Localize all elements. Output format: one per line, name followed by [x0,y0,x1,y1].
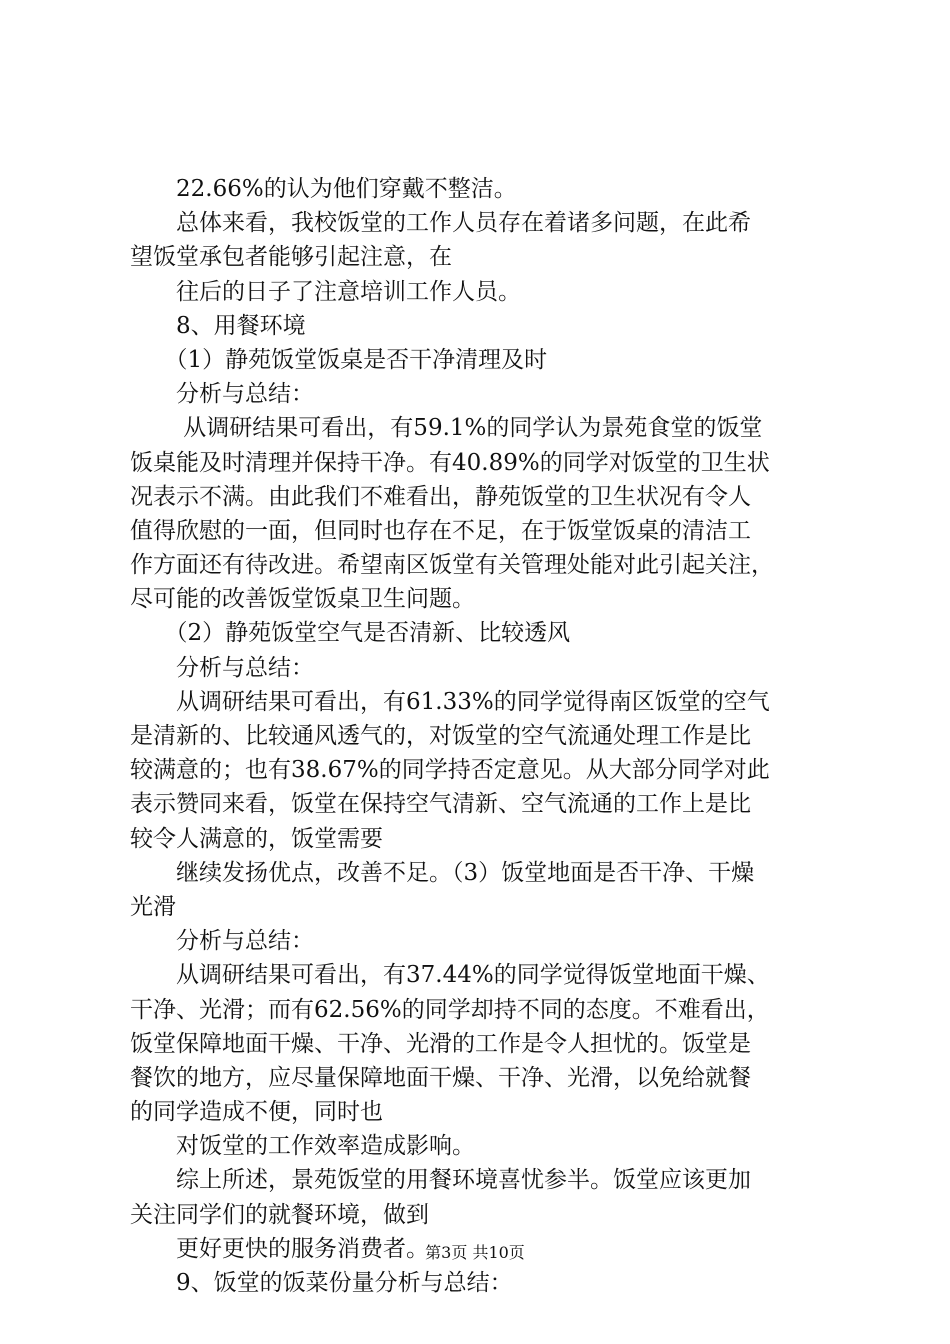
text-line: 光滑 [130,893,176,920]
text-line: 关注同学们的就餐环境，做到 [130,1201,429,1228]
text-line: 继续发扬优点，改善不足。（3）饭堂地面是否干净、干燥 [130,859,755,886]
text-line: 表示赞同来看，饭堂在保持空气清新、空气流通的工作上是比 [130,791,751,818]
text-line: 往后的日子了注意培训工作人员。 [130,278,521,305]
text-line: 饭堂保障地面干燥、干净、光滑的工作是令人担忧的。饭堂是 [130,1030,751,1057]
text-line: 从调研结果可看出，有59.1%的同学认为景苑食堂的饭堂 [130,415,763,442]
text-line: 22.66%的认为他们穿戴不整洁。 [130,176,517,202]
text-line: 更好更快的服务消费者。 [130,1235,429,1262]
text-line: 对饭堂的工作效率造成影响。 [130,1133,475,1160]
text-line: 的同学造成不便，同时也 [130,1099,383,1126]
text-line: 分析与总结： [130,654,314,681]
text-line: 尽可能的改善饭堂饭桌卫生问题。 [130,586,475,613]
text-line: 餐饮的地方，应尽量保障地面干燥、干净、光滑，以免给就餐 [130,1064,751,1091]
text-line: 较令人满意的，饭堂需要 [130,825,383,852]
document-body [130,172,830,1300]
text-line: 综上所述，景苑饭堂的用餐环境喜忧参半。饭堂应该更加 [130,1167,751,1194]
text-line: （1）静苑饭堂饭桌是否干净清理及时 [130,346,548,373]
text-line: 况表示不满。由此我们不难看出，静苑饭堂的卫生状况有令人 [130,483,751,510]
text-line: 望饭堂承包者能够引起注意，在 [130,244,452,271]
text-line: 作方面还有待改进。希望南区饭堂有关管理处能对此引起关注， [130,552,774,579]
text-line: （2）静苑饭堂空气是否清新、比较透风 [130,620,571,647]
text-line: 从调研结果可看出，有61.33%的同学觉得南区饭堂的空气 [130,688,770,715]
text-line: 总体来看，我校饭堂的工作人员存在着诸多问题，在此希 [130,210,751,237]
text-line: 值得欣慰的一面，但同时也存在不足，在于饭堂饭桌的清洁工 [130,517,751,544]
text-line: 8、用餐环境 [130,312,306,339]
text-line: 是清新的、比较通风透气的，对饭堂的空气流通处理工作是比 [130,723,751,749]
page-footer: 第3页 共10页 [425,1243,525,1262]
text-line: 从调研结果可看出，有37.44%的同学觉得饭堂地面干燥、 [130,962,770,989]
text-line: 较满意的；也有38.67%的同学持否定意见。从大部分同学对此 [130,757,770,784]
text-line: 分析与总结： [130,928,314,955]
text-line: 分析与总结： [130,381,314,408]
text-line: 饭桌能及时清理并保持干净。有40.89%的同学对饭堂的卫生状 [130,449,770,476]
text-line: 干净、光滑；而有62.56%的同学却持不同的态度。不难看出， [130,996,770,1023]
text-line: 9、饭堂的饭菜份量分析与总结： [130,1270,513,1296]
